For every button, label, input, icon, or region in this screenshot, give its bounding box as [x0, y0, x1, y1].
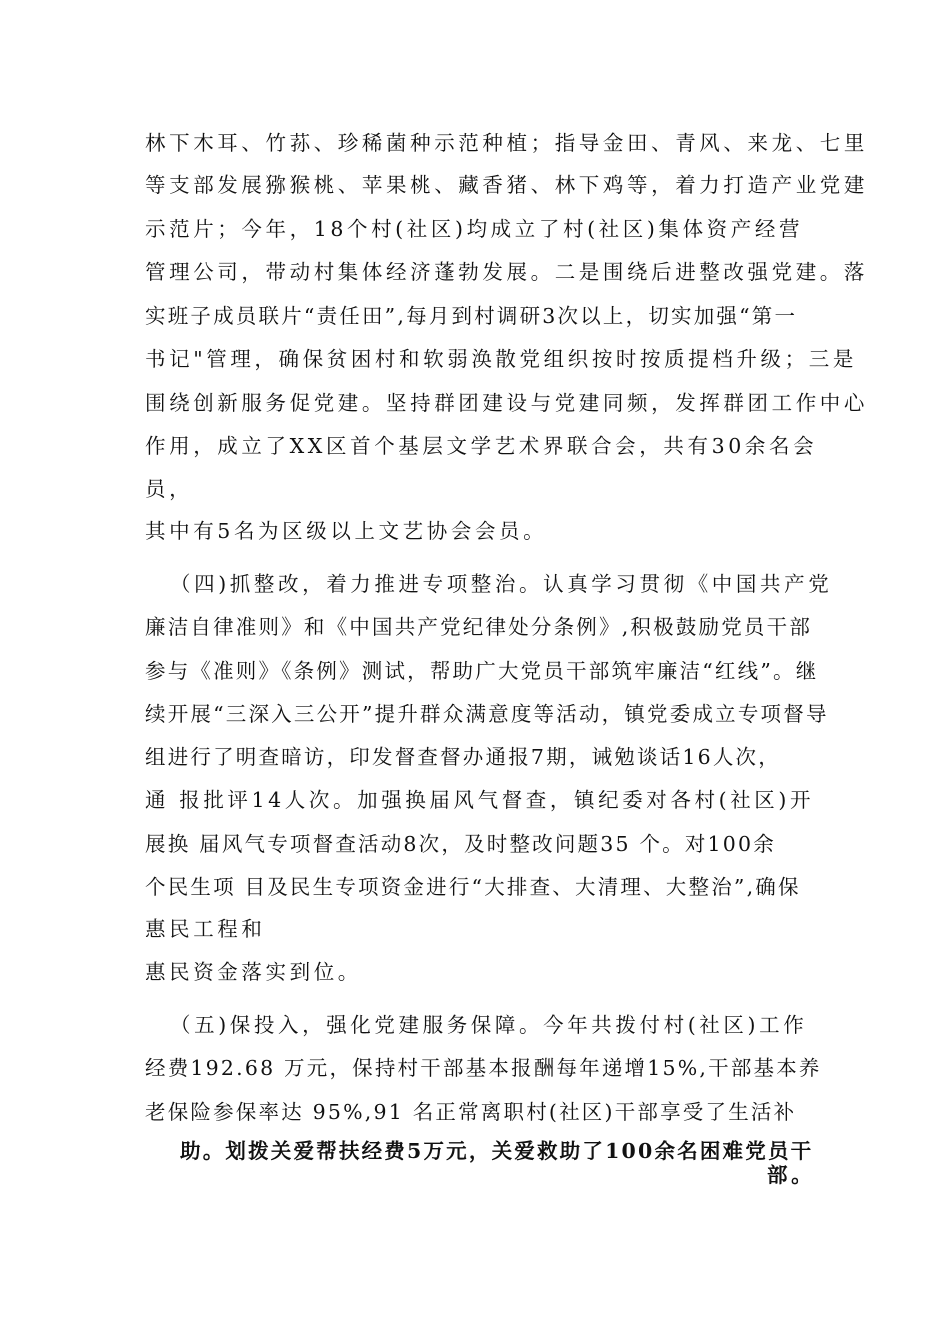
- text-line: 管理公司，带动村集体经济蓬勃发展。二是围绕后进整改强党建。落: [145, 260, 868, 284]
- text-line: 助。划拨关爱帮扶经费5万元，关爱救助了100余名困难党员干: [180, 1139, 814, 1163]
- text-line: 惠民资金落实到位。: [145, 960, 362, 984]
- text-line: 组进行了明查暗访，印发督查督办通报7期，诫勉谈话16人次，: [145, 745, 781, 769]
- text-line: 林下木耳、竹荪、珍稀菌种示范种植；指导金田、青风、来龙、七里: [145, 131, 868, 155]
- text-line: 参与《准则》《条例》测试，帮助广大党员干部筑牢廉洁“红线”。继: [145, 659, 819, 683]
- text-line: 经费192.68 万元，保持村干部基本报酬每年递增15%,干部基本养: [145, 1056, 822, 1080]
- text-line: 老保险参保率达 95%,91 名正常离职村(社区)干部享受了生活补: [145, 1100, 797, 1124]
- text-line: 惠民工程和: [145, 917, 266, 941]
- text-line: 员，: [145, 477, 194, 501]
- text-line: 通 报批评14人次。加强换届风气督查，镇纪委对各村(社区)开: [145, 788, 815, 812]
- section-heading-line: （四)抓整改，着力推进专项整治。认真学习贯彻《中国共产党: [170, 572, 833, 596]
- section-heading-line: （五)保投入，强化党建服务保障。今年共拨付村(社区)工作: [170, 1013, 808, 1037]
- text-line: 围绕创新服务促党建。坚持群团建设与党建同频，发挥群团工作中心: [145, 391, 868, 415]
- text-line: 书记"管理，确保贫困村和软弱涣散党组织按时按质提档升级；三是: [145, 347, 857, 371]
- text-line: 示范片；今年，18个村(社区)均成立了村(社区)集体资产经营: [145, 217, 804, 241]
- text-line: 作用，成立了XX区首个基层文学艺术界联合会，共有30余名会: [145, 434, 818, 458]
- text-line: 等支部发展猕猴桃、苹果桃、藏香猪、林下鸡等，着力打造产业党建: [145, 173, 868, 197]
- text-line: 部。: [767, 1163, 816, 1187]
- text-line: 个民生项 目及民生专项资金进行“大排查、大清理、大整治”,确保: [145, 875, 801, 899]
- text-line: 续开展“三深入三公开”提升群众满意度等活动，镇党委成立专项督导: [145, 702, 829, 726]
- text-line: 廉洁自律准则》和《中国共产党纪律处分条例》,积极鼓励党员干部: [145, 615, 813, 639]
- text-line: 实班子成员联片“责任田”,每月到村调研3次以上，切实加强“第一: [145, 304, 798, 328]
- text-line: 其中有5名为区级以上文艺协会会员。: [145, 519, 548, 543]
- text-line: 展换 届风气专项督查活动8次，及时整改问题35 个。对100余: [145, 832, 776, 856]
